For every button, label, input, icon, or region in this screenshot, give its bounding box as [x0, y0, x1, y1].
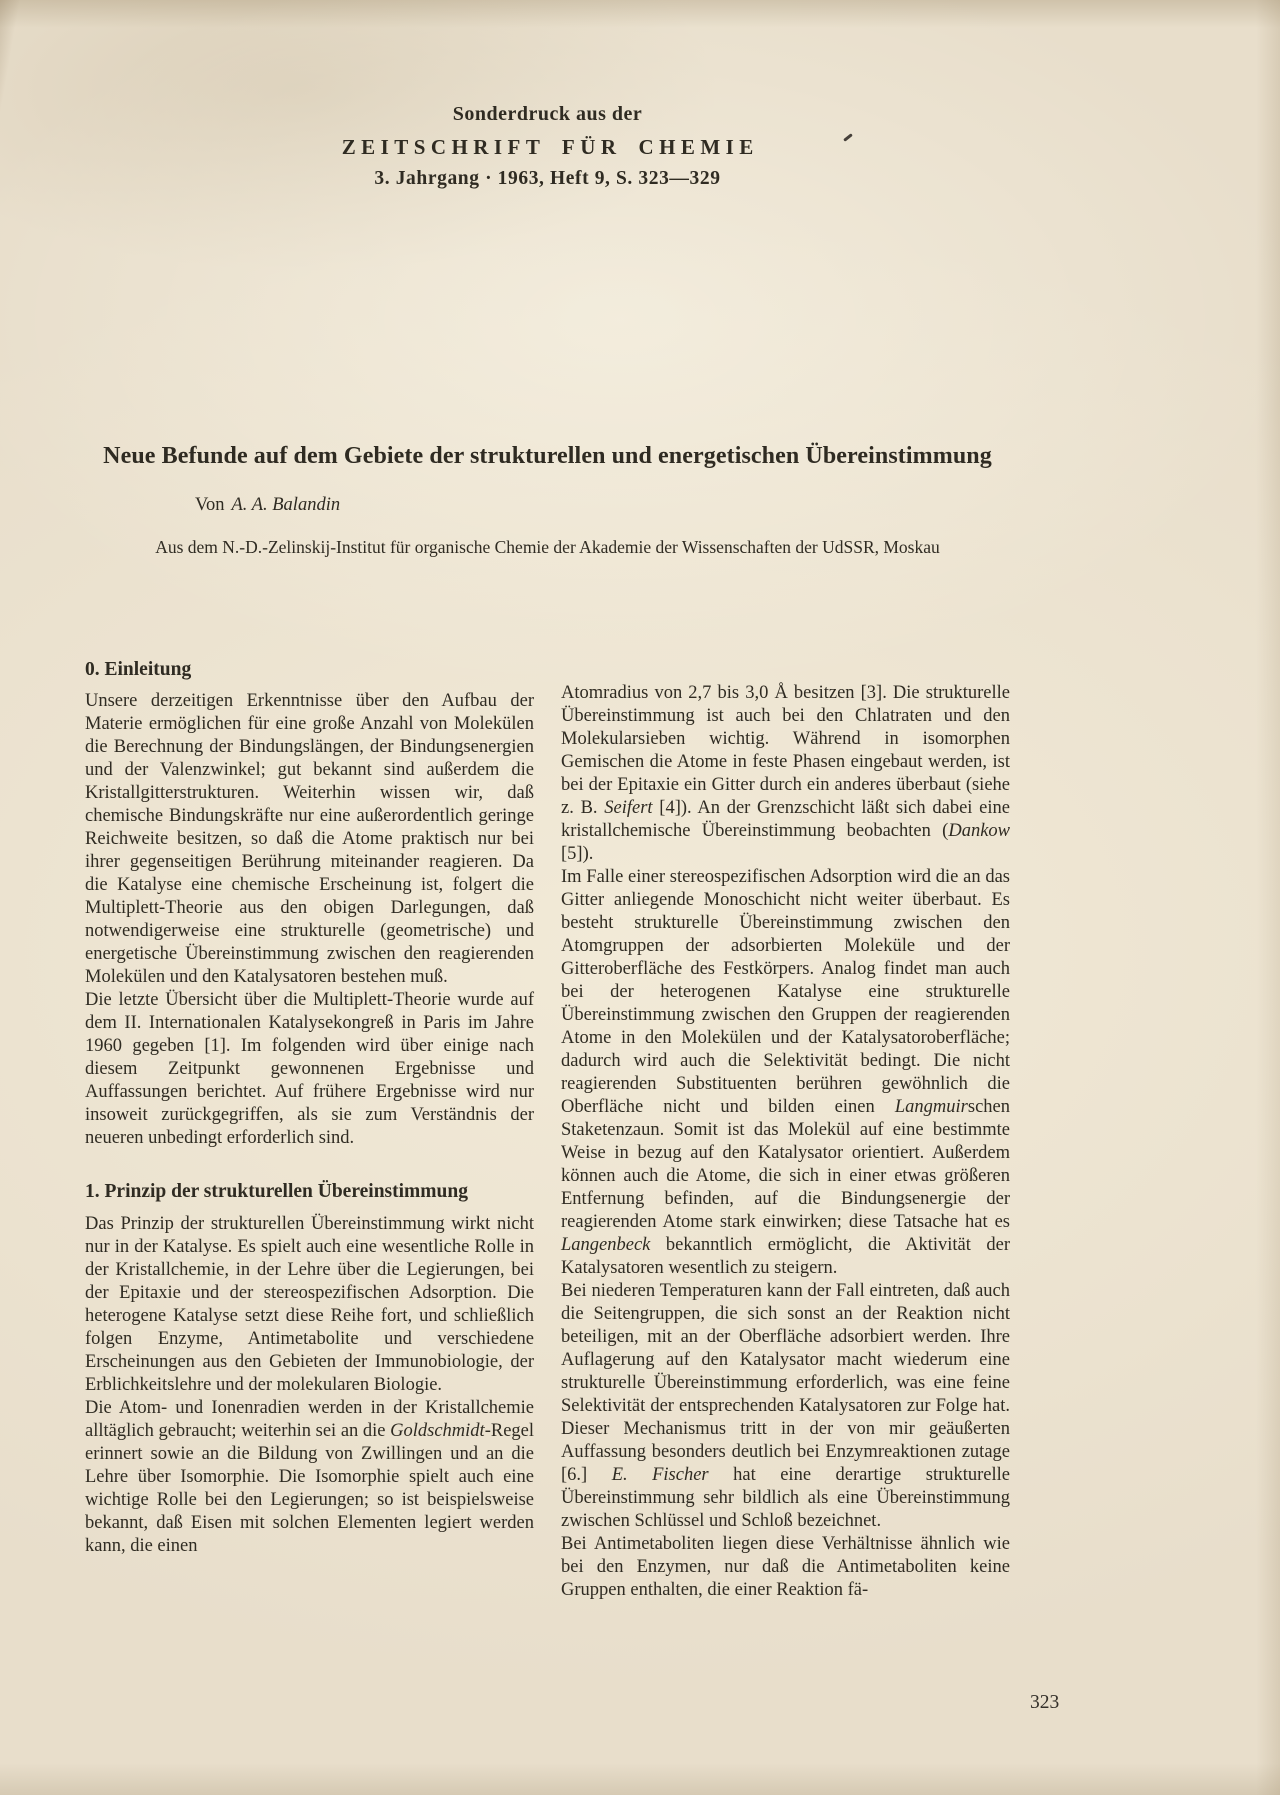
section-heading-1: 1. Prinzip der strukturellen Übereinstimmung: [85, 1181, 468, 1202]
paragraph: [561, 1533, 1010, 1602]
text-run: [5]).: [561, 844, 594, 864]
paragraph: [85, 1397, 534, 1558]
imprint-reprint-note: Sonderdruck aus der: [452, 103, 643, 125]
journal-name: ZEITSCHRIFT FÜR CHEMIE: [341, 135, 759, 159]
column-left: [85, 658, 534, 1602]
paragraph: [561, 682, 1010, 866]
text-run: Bei niederen Temperaturen kann der Fall eintreten, daß auch die Seitengruppen, die sich sonst an der Reaktion nicht beteiligen, mit an der Oberfläche adsorbiert werden. Ihre Auflagerung auf den Katalysator macht wiederum eine strukturelle Übereinstimmung erforderlich, was eine feine Selektivität der entsprechenden Katalysatoren zur Folge hat. Dieser Mechanismus tritt in der von mir geäußerten Auffassung besonders deutlich bei Enzymreaktionen zutage [6.]: [561, 1281, 1010, 1485]
page-content: [85, 0, 1010, 1602]
text-run: Atomradius von 2,7 bis 3,0 Å besitzen [3]. Die strukturelle Übereinstimmung ist auch bei den Chlatraten und den Molekularsieben wichtig. Während in isomorphen Gemischen die Atome in feste Phasen eingebaut werden, ist bei der Epitaxie ein Gitter durch ein anderes überbaut (siehe z. B.: [561, 683, 1010, 818]
italic-term: Dankow: [948, 821, 1010, 841]
text-run: -Regel erinnert sowie an die Bildung von Zwillingen und an die Lehre über Isomorphie. Die Isomorphie spielt auch eine wichtige Rolle bei den Legierungen; so ist beispielsweise bekannt, daß Eisen mit solchen Elementen legiert werden kann, die einen: [85, 1421, 535, 1556]
paragraph: [561, 866, 1010, 1280]
italic-term: Seifert: [604, 798, 653, 818]
text-run: Unsere derzeitigen Erkenntnisse über den Aufbau der Materie ermöglichen für eine große Anzahl von Molekülen die Berechnung der Bindungslängen, der Bindungsenergien und der Valenzwinkel; gut bekannt sind außerdem die Kristallgitterstrukturen. Weiterhin wissen wir, daß chemische Bindungskräfte nur eine außerordentlich geringe Reichweite besitzen, so daß die Atome praktisch nur bei ihrer gegenseitigen Berührung miteinander reagieren. Da die Katalyse eine chemische Erscheinung ist, folgert die Multiplett-Theorie aus den obigen Darlegungen, daß notwendigerweise eine strukturelle (geometrische) und energetische Übereinstimmung zwischen den reagierenden Molekülen und den Katalysatoren bestehen muß.: [85, 691, 534, 987]
text-run: Bei Antimetaboliten liegen diese Verhältnisse ähnlich wie bei den Enzymen, nur daß die Antimetaboliten keine Gruppen enthalten, die einer Reaktion fä-: [561, 1534, 1010, 1600]
byline: [195, 495, 1010, 516]
italic-term: E. Fischer: [611, 1465, 709, 1485]
text-run: [4]). An der Grenzschicht läßt sich dabei eine kristallchemische Übereinstimmung beobachten (: [561, 798, 1010, 841]
author-name: A. A. Balandin: [231, 495, 341, 515]
paragraph: [85, 989, 534, 1150]
paragraph: [85, 690, 534, 989]
italic-term: Goldschmidt: [390, 1421, 485, 1441]
text-run: Im Falle einer stereospezifischen Adsorption wird die an das Gitter anliegende Monoschicht nicht weiter überbaut. Es besteht strukturelle Übereinstimmung zwischen den Atomgruppen der adsorbierten Moleküle und der Gitteroberfläche des Festkörpers. Analog findet man auch bei der heterogenen Katalyse eine strukturelle Übereinstimmung zwischen den Gruppen der reagierenden Atome in den Molekülen und der Katalysatoroberfläche; dadurch wird auch die Selektivität bedingt. Die nicht reagierenden Substituenten berühren gewöhnlich die Oberfläche nicht und bilden einen: [561, 867, 1010, 1117]
page-number: 323: [1030, 1692, 1060, 1713]
paragraph: [561, 1280, 1010, 1533]
paragraph: [85, 1213, 534, 1397]
affiliation: Aus dem N.-D.-Zelinskij-Institut für organische Chemie der Akademie der Wissenschaften der UdSSR, Moskau: [155, 537, 940, 557]
text-run: hat eine derartige strukturelle Übereinstimmung sehr bildlich als eine Übereinstimmung zwischen Schlüssel und Schloß bezeichnet.: [561, 1465, 1011, 1531]
italic-term: Langmuir: [894, 1097, 968, 1117]
text-run: bekanntlich ermöglicht, die Aktivität der Katalysatoren wesentlich zu steigern.: [561, 1235, 1010, 1278]
text-run: Das Prinzip der strukturellen Übereinstimmung wirkt nicht nur in der Katalyse. Es spielt auch eine wesentliche Rolle in der Kristallchemie, in der Lehre über die Legierungen, bei der Epitaxie und der stereospezifischen Adsorption. Die heterogene Katalyse setzt diese Reihe fort, und schließlich folgen Enzyme, Antimetabolite und verschiedene Erscheinungen aus den Gebieten der Immunobiologie, der Erblichkeitslehre und der molekularen Biologie.: [85, 1214, 534, 1395]
byline-prefix: Von: [195, 495, 225, 515]
text-run: Die letzte Übersicht über die Multiplett-Theorie wurde auf dem II. Internationalen Katalysekongreß in Paris im Jahre 1960 gegeben [1]. Im folgenden wird über einige nach diesem Zeitpunkt gewonnenen Ergebnisse und Auffassungen berichtet. Auf frühere Ergebnisse wird nur insoweit zurückgegriffen, als sie zum Verständnis der neueren unbedingt erforderlich sind.: [85, 990, 534, 1148]
column-right: [561, 658, 1010, 1602]
section-heading-0: 0. Einleitung: [85, 659, 192, 680]
text-run: Die Atom- und Ionenradien werden in der Kristallchemie alltäglich gebraucht; weiterhin sei an die: [85, 1398, 534, 1441]
italic-term: Langenbeck: [561, 1235, 651, 1255]
issue-info: 3. Jahrgang · 1963, Heft 9, S. 323—329: [374, 168, 721, 189]
article-body: [85, 658, 1010, 1602]
text-run: schen Staketenzaun. Somit ist das Molekül auf eine bestimmte Weise in bezug auf den Katalysator orientiert. Außerdem können auch die Atome, die sich in einer etwas größeren Entfernung befinden, auf die Bindungsenergie der reagierenden Atome stark einwirken; diese Tatsache hat es: [561, 1097, 1010, 1232]
article-title: Neue Befunde auf dem Gebiete der strukturellen und energetischen Übereinstimmung: [103, 443, 992, 469]
journal-imprint: [85, 103, 1010, 190]
